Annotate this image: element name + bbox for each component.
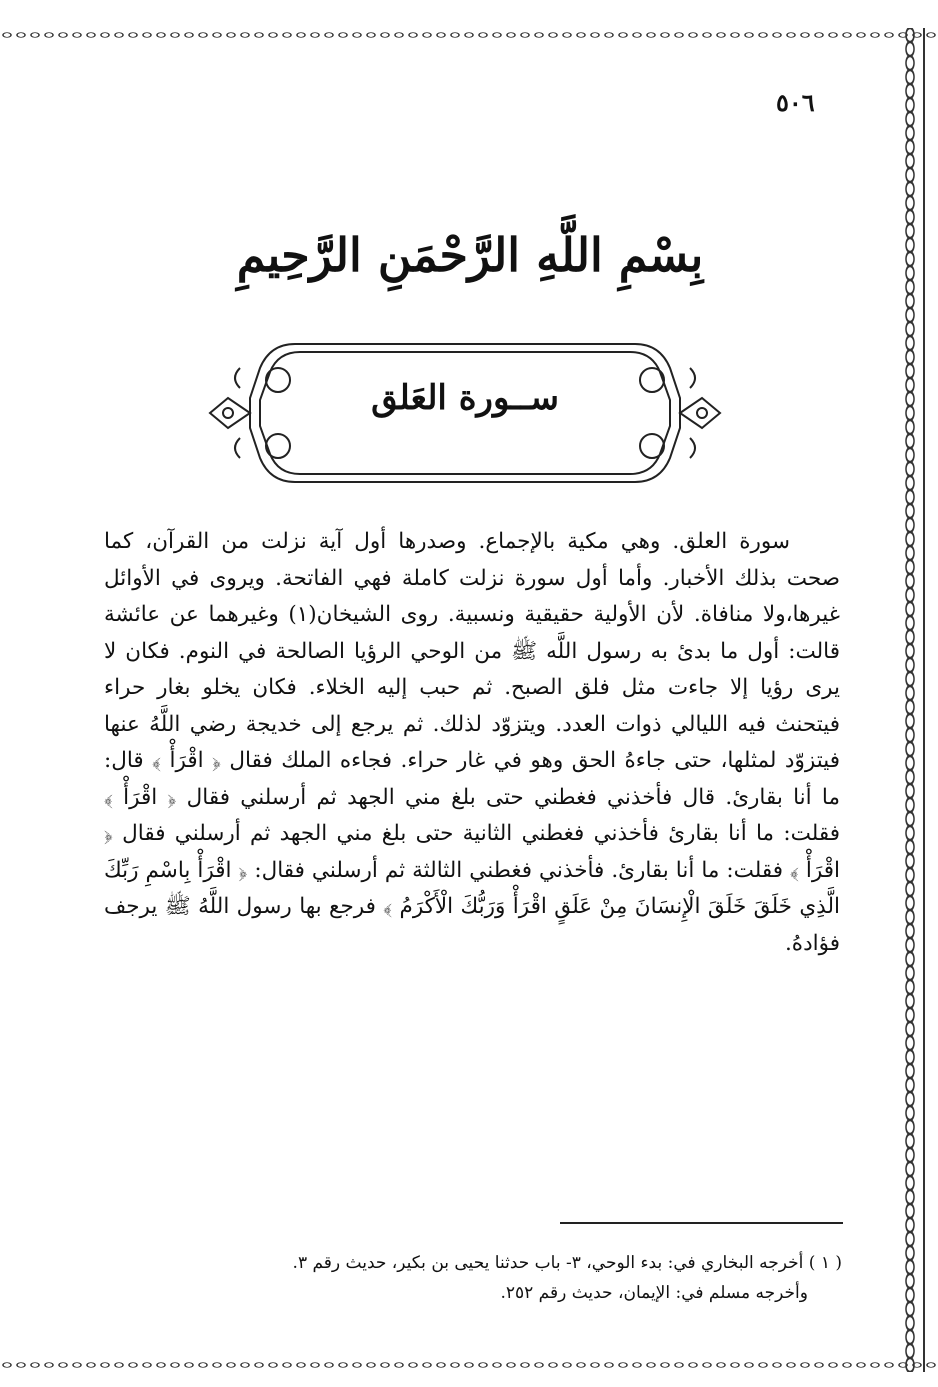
surah-title-cartouche — [200, 338, 730, 488]
footnote-1: ( ١ ) أخرجه البخاري في: بدء الوحي، ٣- باب حدثنا يحيى بن بكير، حديث رقم ٣. — [292, 1253, 842, 1273]
decorative-border-bottom — [0, 1358, 938, 1372]
decorative-border-right — [903, 28, 917, 1372]
footnotes — [200, 1248, 842, 1308]
page-number: ٥٠٦ — [776, 88, 815, 117]
decorative-border-top — [0, 28, 938, 42]
footnote-1-continued: وأخرجه مسلم في: الإيمان، حديث رقم ٢٥٢. — [500, 1283, 808, 1303]
footnote-separator — [560, 1222, 843, 1224]
border-right-line — [923, 28, 925, 1372]
body-text — [104, 524, 840, 962]
body-paragraph: سورة العلق. وهي مكية بالإجماع. وصدرها أول آية نزلت من القرآن، كما صحت بذلك الأخبار. وأما أول سورة نزلت كاملة فهي الفاتحة. ويروى في الأوائل غيرها،ولا منافاة. لأن الأولية حقيقية ونسبية. روى الشيخان(١) وغيرهما عن عائشة قالت: أول ما بدئ به رسول اللَّه ﷺ من الوحي الرؤيا الصالحة في النوم. فكان لا يرى رؤيا إلا جاءت مثل فلق الصبح. ثم حبب إليه الخلاء. فكان يخلو بغار حراء فيتحنث فيه الليالي ذوات العدد. ويتزوّد لذلك. ثم يرجع إلى خديجة رضي اللَّهُ عنها فيتزوّد لمثلها، حتى جاءهُ الحق وهو في غار حراء. فجاءه الملك فقال ﴿ اقْرَأْ ﴾ قال: ما أنا بقارئ. قال فأخذني فغطني حتى بلغ مني الجهد ثم أرسلني فقال ﴿ اقْرَأْ ﴾ فقلت: ما أنا بقارئ فأخذني فغطني الثانية حتى بلغ مني الجهد ثم أرسلني فقال ﴿ اقْرَأْ ﴾ فقلت: ما أنا بقارئ. فأخذني فغطني الثالثة ثم أرسلني فقال: ﴿ اقْرَأْ بِاسْمِ رَبِّكَ الَّذِي خَلَقَ خَلَقَ الْإِنسَانَ مِنْ عَلَقٍ اقْرَأْ وَرَبُّكَ الْأَكْرَمُ ﴾ فرجع بها رسول اللَّهُ ﷺ يرجف فؤادهُ. — [104, 529, 840, 956]
basmala-heading: بِسْمِ اللَّهِ الرَّحْمَنِ الرَّحِيمِ — [236, 228, 704, 282]
surah-title: ســورة العَلق — [371, 378, 559, 418]
